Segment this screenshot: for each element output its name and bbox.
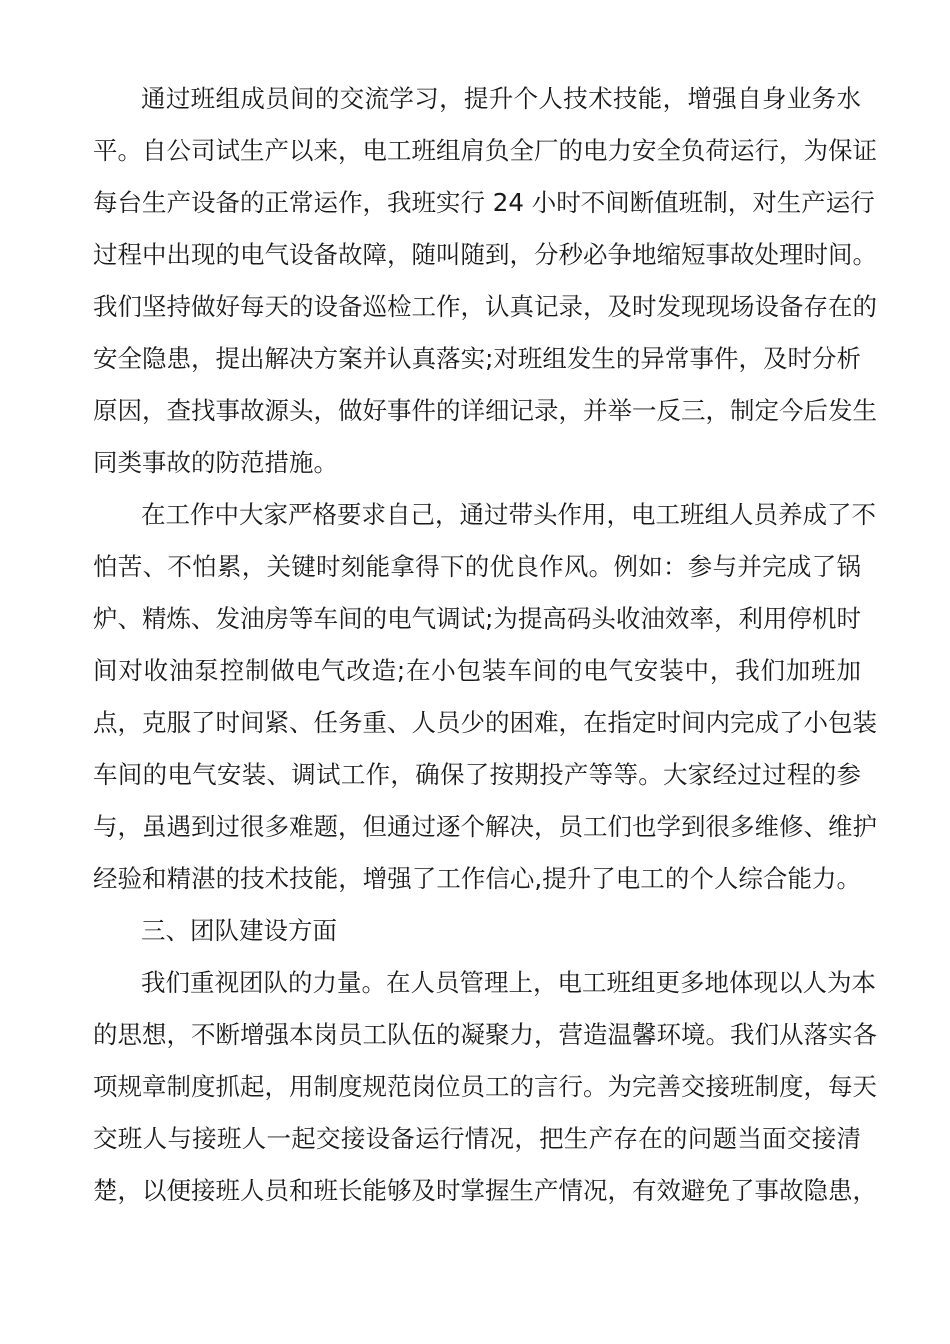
text-line: 过程中出现的电气设备故障，随叫随到，分秒必争地缩短事故处理时间。 <box>93 240 877 269</box>
text-line: 在工作中大家严格要求自己，通过带头作用，电工班组人员养成了不 <box>141 500 876 529</box>
section-heading: 三、团队建设方面 <box>141 916 337 945</box>
text-line: 原因，查找事故源头，做好事件的详细记录，并举一反三，制定今后发生 <box>93 396 877 425</box>
text-line: 安全隐患，提出解决方案并认真落实;对班组发生的异常事件，及时分析 <box>93 344 861 373</box>
text-line: 车间的电气安装、调试工作，确保了按期投产等等。大家经过过程的参 <box>93 760 861 789</box>
text-line: 与，虽遇到过很多难题，但通过逐个解决，员工们也学到很多维修、维护 <box>93 812 877 841</box>
text-line: 点，克服了时间紧、任务重、人员少的困难，在指定时间内完成了小包装 <box>93 708 877 737</box>
text-line: 楚，以便接班人员和班长能够及时掌握生产情况，有效避免了事故隐患， <box>93 1176 877 1205</box>
text-line: 炉、精炼、发油房等车间的电气调试;为提高码头收油效率，利用停机时 <box>93 604 861 633</box>
text-line: 间对收油泵控制做电气改造;在小包装车间的电气安装中，我们加班加 <box>93 656 861 685</box>
text-line: 通过班组成员间的交流学习，提升个人技术技能，增强自身业务水 <box>141 84 861 113</box>
text-line: 的思想，不断增强本岗员工队伍的凝聚力，营造温馨环境。我们从落实各 <box>93 1020 877 1049</box>
text-line: 我们重视团队的力量。在人员管理上，电工班组更多地体现以人为本 <box>141 968 876 997</box>
text-line: 平。自公司试生产以来，电工班组肩负全厂的电力安全负荷运行，为保证 <box>93 136 877 165</box>
text-line: 经验和精湛的技术技能，增强了工作信心,提升了电工的个人综合能力。 <box>93 864 861 893</box>
text-line: 交班人与接班人一起交接设备运行情况，把生产存在的问题当面交接清 <box>93 1124 861 1153</box>
text-line: 同类事故的防范措施。 <box>93 448 338 477</box>
text-line: 我们坚持做好每天的设备巡检工作，认真记录，及时发现现场设备存在的 <box>93 292 877 321</box>
text-line: 每台生产设备的正常运作，我班实行 24 小时不间断值班制，对生产运行 <box>93 188 875 217</box>
text-line: 项规章制度抓起，用制度规范岗位员工的言行。为完善交接班制度，每天 <box>93 1072 877 1101</box>
text-line: 怕苦、不怕累，关键时刻能拿得下的优良作风。例如：参与并完成了锅 <box>93 552 861 581</box>
